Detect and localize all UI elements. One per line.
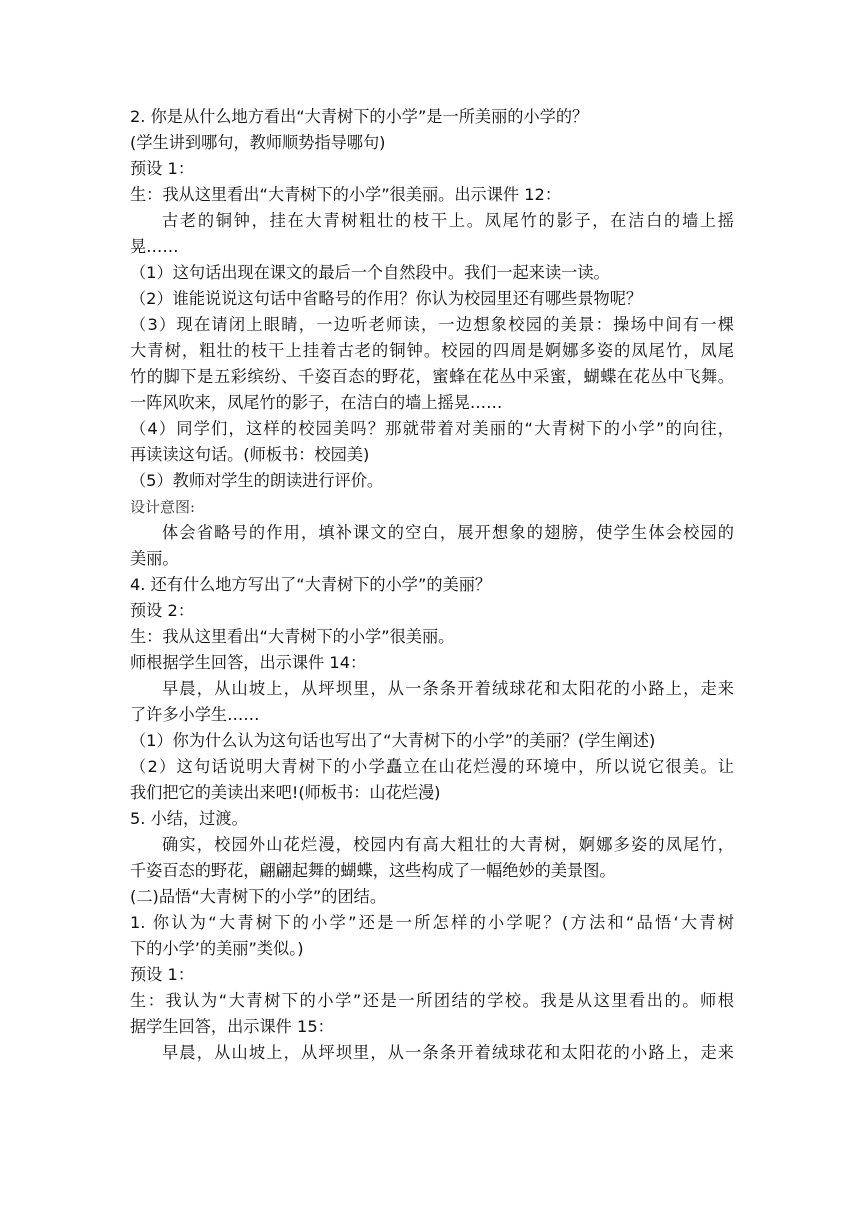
text-line: 下的小学’的美丽”类似。): [130, 939, 304, 958]
text-line: 5. 小结，过渡。: [130, 809, 248, 828]
text-line: 预设 1：: [130, 159, 195, 178]
text-line: 生：我从这里看出“大青树下的小学”很美丽。: [130, 627, 455, 646]
text-line: 生：我从这里看出“大青树下的小学”很美丽。出示课件 12：: [130, 185, 562, 204]
text-line: 1. 你认为“大青树下的小学”还是一所怎样的小学呢？(方法和“品悟‘大青树: [130, 913, 734, 932]
text-line: （2）这句话说明大青树下的小学矗立在山花烂漫的环境中，所以说它很美。让: [130, 757, 734, 776]
text-line: 预设 2：: [130, 601, 195, 620]
text-line: 确实，校园外山花烂漫，校园内有高大粗壮的大青树，婀娜多姿的凤尾竹，: [162, 835, 734, 854]
text-line: 大青树，粗壮的枝干上挂着古老的铜钟。校园的四周是婀娜多姿的凤尾竹，凤尾: [130, 341, 734, 360]
text-line: 师根据学生回答，出示课件 14：: [130, 653, 367, 672]
text-line: 4. 还有什么地方写出了“大青树下的小学”的美丽？: [130, 575, 492, 594]
text-line: 竹的脚下是五彩缤纷、千姿百态的野花，蜜蜂在花丛中采蜜，蝴蝶在花丛中飞舞。: [130, 367, 734, 386]
text-line: 设计意图:: [130, 498, 196, 516]
text-line: 据学生回答，出示课件 15：: [130, 1017, 334, 1036]
text-line: 古老的铜钟，挂在大青树粗壮的枝干上。凤尾竹的影子，在洁白的墙上摇: [162, 211, 734, 230]
text-line: 我们把它的美读出来吧!(师板书：山花烂漫): [130, 783, 441, 802]
text-line: （1）这句话出现在课文的最后一个自然段中。我们一起来读一读。: [130, 263, 610, 282]
text-line: （1）你为什么认为这句话也写出了“大青树下的小学”的美丽？(学生阐述): [130, 731, 656, 750]
text-line: 2. 你是从什么地方看出“大青树下的小学”是一所美丽的小学的？: [130, 107, 589, 126]
text-line: 千姿百态的野花，翩翩起舞的蝴蝶，这些构成了一幅绝妙的美景图。: [130, 861, 616, 880]
text-line: (二)品悟“大青树下的小学”的团结。: [130, 887, 387, 906]
text-line: （3）现在请闭上眼睛，一边听老师读，一边想象校园的美景：操场中间有一棵: [130, 315, 734, 334]
text-line: (学生讲到哪句，教师顺势指导哪句): [130, 133, 386, 152]
text-line: 早晨，从山坡上，从坪坝里，从一条条开着绒球花和太阳花的小路上，走来: [162, 1043, 734, 1062]
text-line: 生：我认为“大青树下的小学”还是一所团结的学校。我是从这里看出的。师根: [130, 991, 734, 1010]
text-line: （2）谁能说说这句话中省略号的作用？你认为校园里还有哪些景物呢？: [130, 289, 643, 308]
text-line: 晃……: [130, 237, 179, 256]
text-line: 早晨，从山坡上，从坪坝里，从一条条开着绒球花和太阳花的小路上，走来: [162, 679, 734, 698]
text-line: 体会省略号的作用，填补课文的空白，展开想象的翅膀，使学生体会校园的: [162, 523, 734, 542]
document-body: [130, 104, 734, 1066]
text-line: （4）同学们，这样的校园美吗？那就带着对美丽的“大青树下的小学”的向往，: [130, 419, 734, 438]
text-line: 了许多小学生……: [130, 705, 260, 724]
text-line: 美丽。: [130, 549, 179, 568]
text-line: 预设 1：: [130, 965, 195, 984]
text-line: （5）教师对学生的朗读进行评价。: [130, 471, 384, 490]
text-line: 一阵风吹来，凤尾竹的影子，在洁白的墙上摇晃……: [130, 393, 503, 412]
text-line: 再读读这句话。(师板书：校园美): [130, 445, 370, 464]
